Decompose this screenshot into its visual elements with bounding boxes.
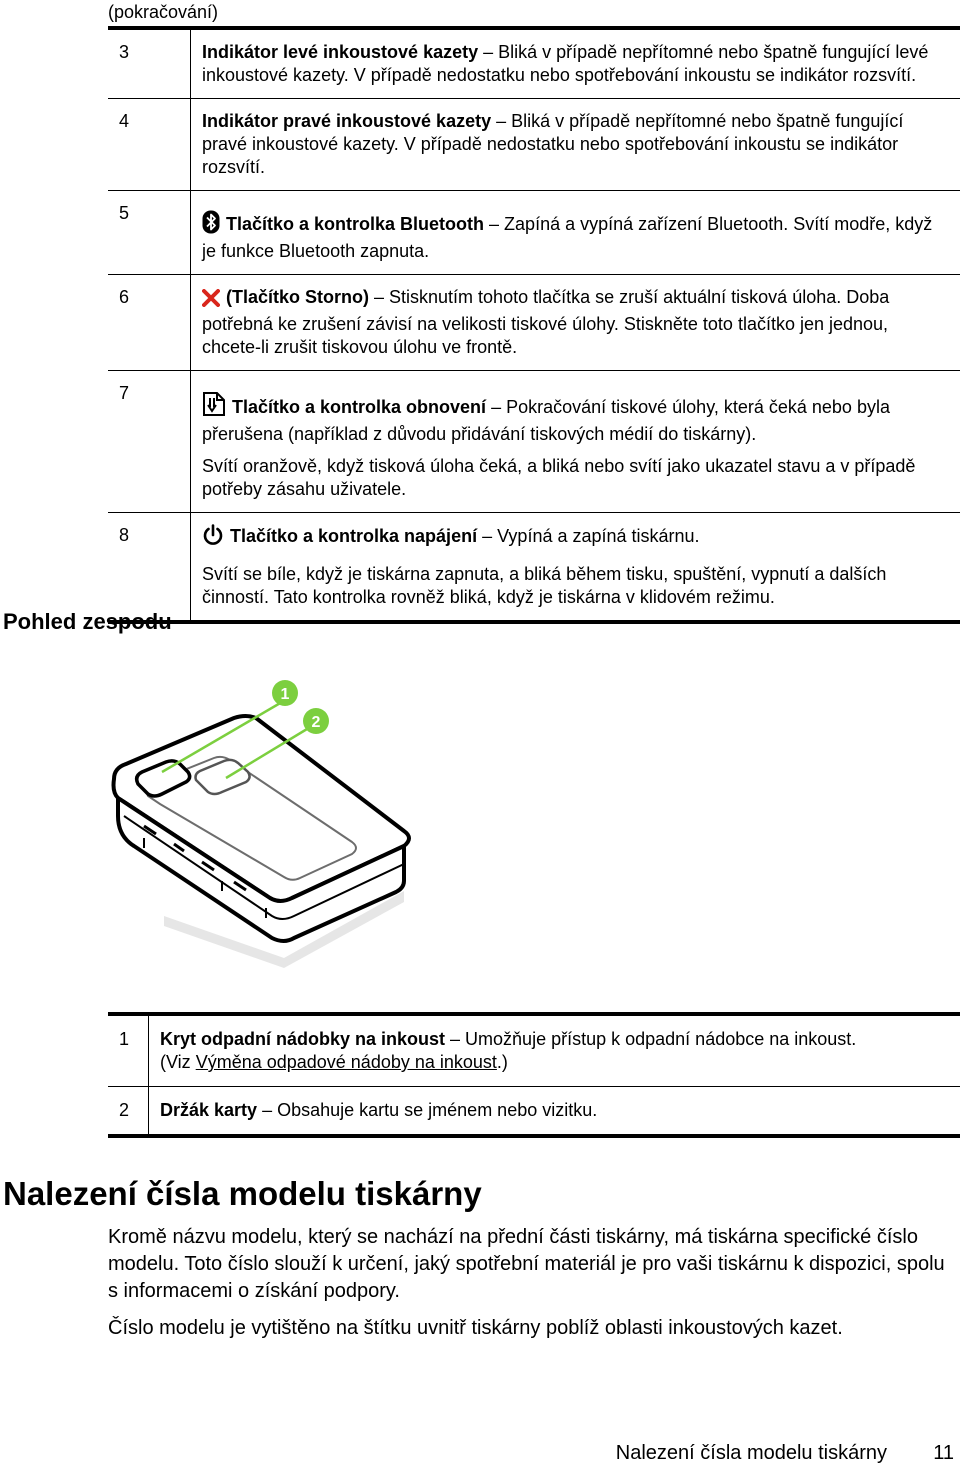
table-row: [108, 513, 960, 623]
callout-2: 2: [312, 714, 321, 731]
table-row: [108, 28, 960, 99]
row-number: 7: [108, 371, 191, 513]
table-row: [108, 371, 960, 513]
row-description: Držák karty – Obsahuje kartu se jménem nebo vizitku.: [149, 1087, 960, 1137]
table-row: [108, 99, 960, 191]
row-description: Indikátor levé inkoustové kazety – Bliká v případě nepřítomné nebo špatně fungující levé inkoustové kazety. V případě nedostatku nebo spotřebování inkoustu se indikátor rozsvítí.: [191, 28, 960, 99]
row-title: Tlačítko a kontrolka obnovení: [232, 397, 486, 417]
footer-title: Nalezení čísla modelu tiskárny: [616, 1441, 887, 1465]
row-number: 8: [108, 513, 191, 623]
row-text: Umožňuje přístup k odpadní nádobce na inkoust.: [465, 1029, 856, 1049]
cancel-x-icon: [202, 289, 220, 313]
row-text: Bliká v případě nepřítomné nebo špatně fungující levé inkoustové kazety. V případě nedostatku nebo spotřebování inkoustu se indikátor rozsvítí.: [202, 42, 928, 85]
row-text: Zapíná a vypíná zařízení Bluetooth. Svítí modře, když je funkce Bluetooth zapnuta.: [202, 214, 932, 261]
row-title: Držák karty: [160, 1100, 257, 1120]
replace-waste-ink-link[interactable]: Výměna odpadové nádoby na inkoust: [196, 1052, 497, 1072]
row-number: 3: [108, 28, 191, 99]
section-heading: Nalezení čísla modelu tiskárny: [3, 1174, 482, 1214]
row-title: (Tlačítko Storno): [226, 287, 369, 307]
row-text: Vypíná a zapíná tiskárnu.: [497, 526, 699, 546]
row-text: Obsahuje kartu se jménem nebo vizitku.: [277, 1100, 597, 1120]
row-number: 5: [108, 191, 191, 275]
printer-bottom-illustration: [104, 676, 424, 981]
controls-table: [108, 26, 960, 624]
row-text-extra: Svítí se bíle, když je tiskárna zapnuta, a bliká během tisku, spuštění, vypnutí a dalších činností. Tato kontrolka rovněž bliká, když je tiskárna v klidovém režimu.: [202, 563, 946, 609]
bluetooth-icon: [202, 210, 220, 240]
table-row: [108, 191, 960, 275]
row-title: Tlačítko a kontrolka Bluetooth: [226, 214, 484, 234]
row-number: 2: [108, 1087, 149, 1137]
table-row: [108, 275, 960, 371]
row-number: 4: [108, 99, 191, 191]
bottom-view-table: [108, 1012, 960, 1138]
row-description: Indikátor pravé inkoustové kazety – Bliká v případě nepřítomné nebo špatně fungující pravé inkoustové kazety. V případě nedostatku nebo spotřebování inkoustu se indikátor rozsvítí.: [191, 99, 960, 191]
row-title: Indikátor levé inkoustové kazety: [202, 42, 478, 62]
row-description: Kryt odpadní nádobky na inkoust – Umožňuje přístup k odpadní nádobce na inkoust. (Viz Výměna odpadové nádoby na inkoust.): [149, 1014, 960, 1087]
power-icon: [202, 524, 224, 552]
table-row: [108, 1087, 960, 1137]
section-paragraph-1: Kromě názvu modelu, který se nachází na přední části tiskárny, má tiskárna specifické číslo modelu. Toto číslo slouží k určení, jaký spotřební materiál je pro vaši tiskárnu k dispozici, spolu s informacemi o získání podpory.: [108, 1224, 954, 1305]
section-paragraph-2: Číslo modelu je vytištěno na štítku uvnitř tiskárny poblíž oblasti inkoustových kazet.: [108, 1315, 954, 1342]
row-title: Tlačítko a kontrolka napájení: [230, 526, 477, 546]
row-title: Kryt odpadní nádobky na inkoust: [160, 1029, 445, 1049]
resume-icon: [202, 391, 226, 423]
table-row: [108, 1014, 960, 1087]
row-number: 6: [108, 275, 191, 371]
row-title: Indikátor pravé inkoustové kazety: [202, 111, 491, 131]
row-text-extra: Svítí oranžově, když tisková úloha čeká, a bliká nebo svítí jako ukazatel stavu a v případě potřeby zásahu uživatele.: [202, 455, 946, 501]
row-description: Tlačítko a kontrolka obnovení – Pokračování tiskové úlohy, která čeká nebo byla přerušena (například z důvodu přidávání tiskových médií do tiskárny). Svítí oranžově, když tisková úloha čeká, a bliká nebo svítí jako ukazatel stavu a v případě potřeby zásahu uživatele.: [191, 371, 960, 513]
continuation-label: (pokračování): [108, 0, 218, 24]
row-description: Tlačítko a kontrolka Bluetooth – Zapíná a vypíná zařízení Bluetooth. Svítí modře, když je funkce Bluetooth zapnuta.: [191, 191, 960, 275]
page-number: 11: [933, 1441, 954, 1465]
row-number: 1: [108, 1014, 149, 1087]
row-text: Bliká v případě nepřítomné nebo špatně fungující pravé inkoustové kazety. V případě nedostatku nebo spotřebování inkoustu se indikátor rozsvítí.: [202, 111, 903, 177]
row-description: Tlačítko a kontrolka napájení – Vypíná a zapíná tiskárnu. Svítí se bíle, když je tiskárna zapnuta, a bliká během tisku, spuštění, vypnutí a dalších činností. Tato kontrolka rovněž bliká, když je tiskárna v klidovém režimu.: [191, 513, 960, 623]
row-text: Stisknutím tohoto tlačítka se zruší aktuální tisková úloha. Doba potřebná ke zrušení závisí na velikosti tiskové úlohy. Stiskněte toto tlačítko jen jednou, chcete-li zrušit tiskovou úlohu ve frontě.: [202, 287, 889, 357]
bottom-view-heading: Pohled zespodu: [3, 607, 172, 637]
row-text: Pokračování tiskové úlohy, která čeká nebo byla přerušena (například z důvodu přidávání tiskových médií do tiskárny).: [202, 397, 890, 444]
row-description: (Tlačítko Storno) – Stisknutím tohoto tlačítka se zruší aktuální tisková úloha. Doba potřebná ke zrušení závisí na velikosti tiskové úlohy. Stiskněte toto tlačítko jen jednou, chcete-li zrušit tiskovou úlohu ve frontě.: [191, 275, 960, 371]
callout-1: 1: [281, 686, 290, 703]
